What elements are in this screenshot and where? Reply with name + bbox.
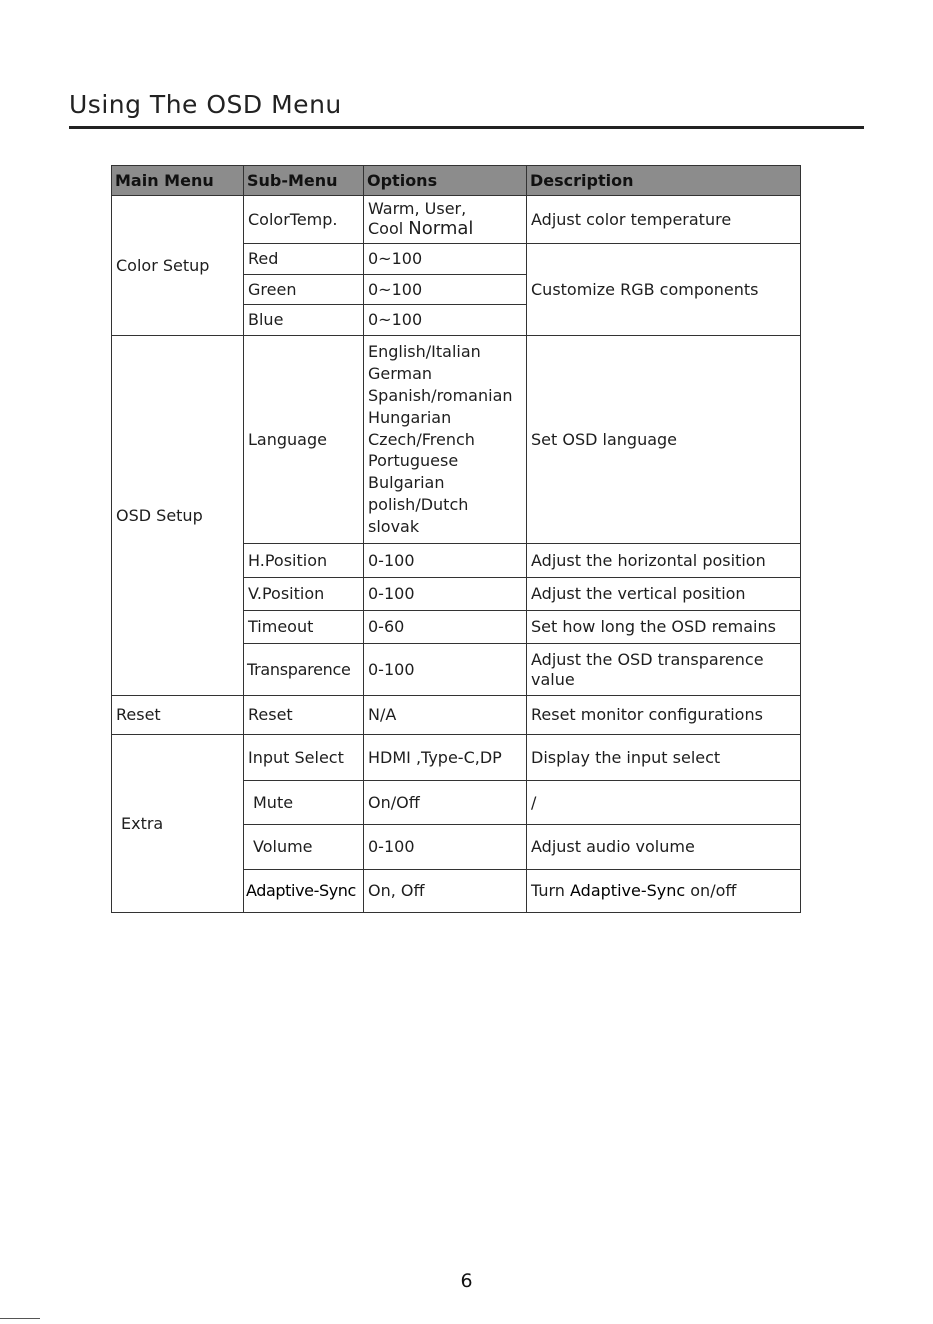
sub-menu-reset: Reset <box>244 696 364 735</box>
sub-menu-language: Language <box>244 336 364 544</box>
header-main-menu: Main Menu <box>112 166 244 196</box>
header-options: Options <box>364 166 527 196</box>
option-blue: 0~100 <box>364 305 527 336</box>
option-green: 0~100 <box>364 275 527 305</box>
option-language-list <box>364 336 527 544</box>
option-colortemp-line1: Warm, User, <box>368 199 467 219</box>
option-red: 0~100 <box>364 244 527 275</box>
desc-h-position: Adjust the horizontal position <box>527 544 801 578</box>
option-mute: On/Off <box>364 781 527 825</box>
language-option: English/Italian <box>368 342 481 362</box>
desc-adaptive-pre: Turn <box>531 881 565 901</box>
sub-menu-timeout: Timeout <box>244 611 364 644</box>
desc-input-select: Display the input select <box>527 735 801 781</box>
option-volume: 0-100 <box>364 825 527 870</box>
language-option: Portuguese <box>368 451 459 471</box>
desc-timeout: Set how long the OSD remains <box>527 611 801 644</box>
main-menu-osd-setup: OSD Setup <box>112 336 244 696</box>
desc-adaptive-bold: Adaptive-Sync <box>570 881 686 901</box>
language-option: German <box>368 364 433 384</box>
osd-menu-table <box>111 165 801 913</box>
option-normal: Normal <box>408 218 474 240</box>
language-option: Bulgarian <box>368 473 445 493</box>
header-description: Description <box>527 166 801 196</box>
option-h-position: 0-100 <box>364 544 527 578</box>
desc-volume: Adjust audio volume <box>527 825 801 870</box>
option-colortemp-line2 <box>368 218 522 240</box>
header-sub-menu: Sub-Menu <box>244 166 364 196</box>
language-option: Spanish/romanian <box>368 386 513 405</box>
corner-mark <box>0 1318 40 1319</box>
desc-mute: / <box>527 781 801 825</box>
page-number: 6 <box>460 1270 473 1292</box>
option-cool: Cool <box>368 219 404 239</box>
option-colortemp <box>364 196 527 244</box>
language-option: polish/Dutch <box>368 494 469 514</box>
option-adaptive-sync: On, Off <box>364 870 527 913</box>
desc-v-position: Adjust the vertical position <box>527 578 801 611</box>
sub-menu-red: Red <box>244 244 364 275</box>
desc-adaptive-sync <box>527 870 801 913</box>
option-reset: N/A <box>364 696 527 735</box>
desc-transparence-line1: Adjust the OSD transparence <box>531 650 764 670</box>
desc-adaptive-post: on/off <box>690 881 737 901</box>
desc-rgb: Customize RGB components <box>527 244 801 336</box>
language-option: Hungarian <box>368 407 452 427</box>
main-menu-color-setup: Color Setup <box>112 196 244 336</box>
desc-language: Set OSD language <box>527 336 801 544</box>
option-timeout: 0-60 <box>364 611 527 644</box>
option-v-position: 0-100 <box>364 578 527 611</box>
desc-transparence-line2: value <box>531 669 575 689</box>
sub-menu-green: Green <box>244 275 364 305</box>
language-option: Czech/French <box>368 429 475 449</box>
language-option: slovak <box>368 516 420 536</box>
desc-reset: Reset monitor configurations <box>527 696 801 735</box>
sub-menu-blue: Blue <box>244 305 364 336</box>
sub-menu-adaptive-sync: Adaptive-Sync <box>244 870 364 913</box>
main-menu-reset: Reset <box>112 696 244 735</box>
option-transparence: 0-100 <box>364 644 527 696</box>
sub-menu-volume: Volume <box>244 825 364 870</box>
main-menu-extra: Extra <box>112 735 244 913</box>
sub-menu-transparence: Transparence <box>244 644 364 696</box>
table-row <box>112 696 801 735</box>
sub-menu-input-select: Input Select <box>244 735 364 781</box>
title-underline <box>69 126 864 129</box>
sub-menu-v-position: V.Position <box>244 578 364 611</box>
table-header-row <box>112 166 801 196</box>
page-title: Using The OSD Menu <box>69 90 342 119</box>
sub-menu-h-position: H.Position <box>244 544 364 578</box>
desc-transparence <box>527 644 801 696</box>
table-row <box>112 336 801 544</box>
sub-menu-colortemp: ColorTemp. <box>244 196 364 244</box>
sub-menu-mute: Mute <box>244 781 364 825</box>
option-input-select: HDMI ,Type-C,DP <box>364 735 527 781</box>
table-row <box>112 196 801 244</box>
table-row <box>112 735 801 781</box>
desc-colortemp: Adjust color temperature <box>527 196 801 244</box>
